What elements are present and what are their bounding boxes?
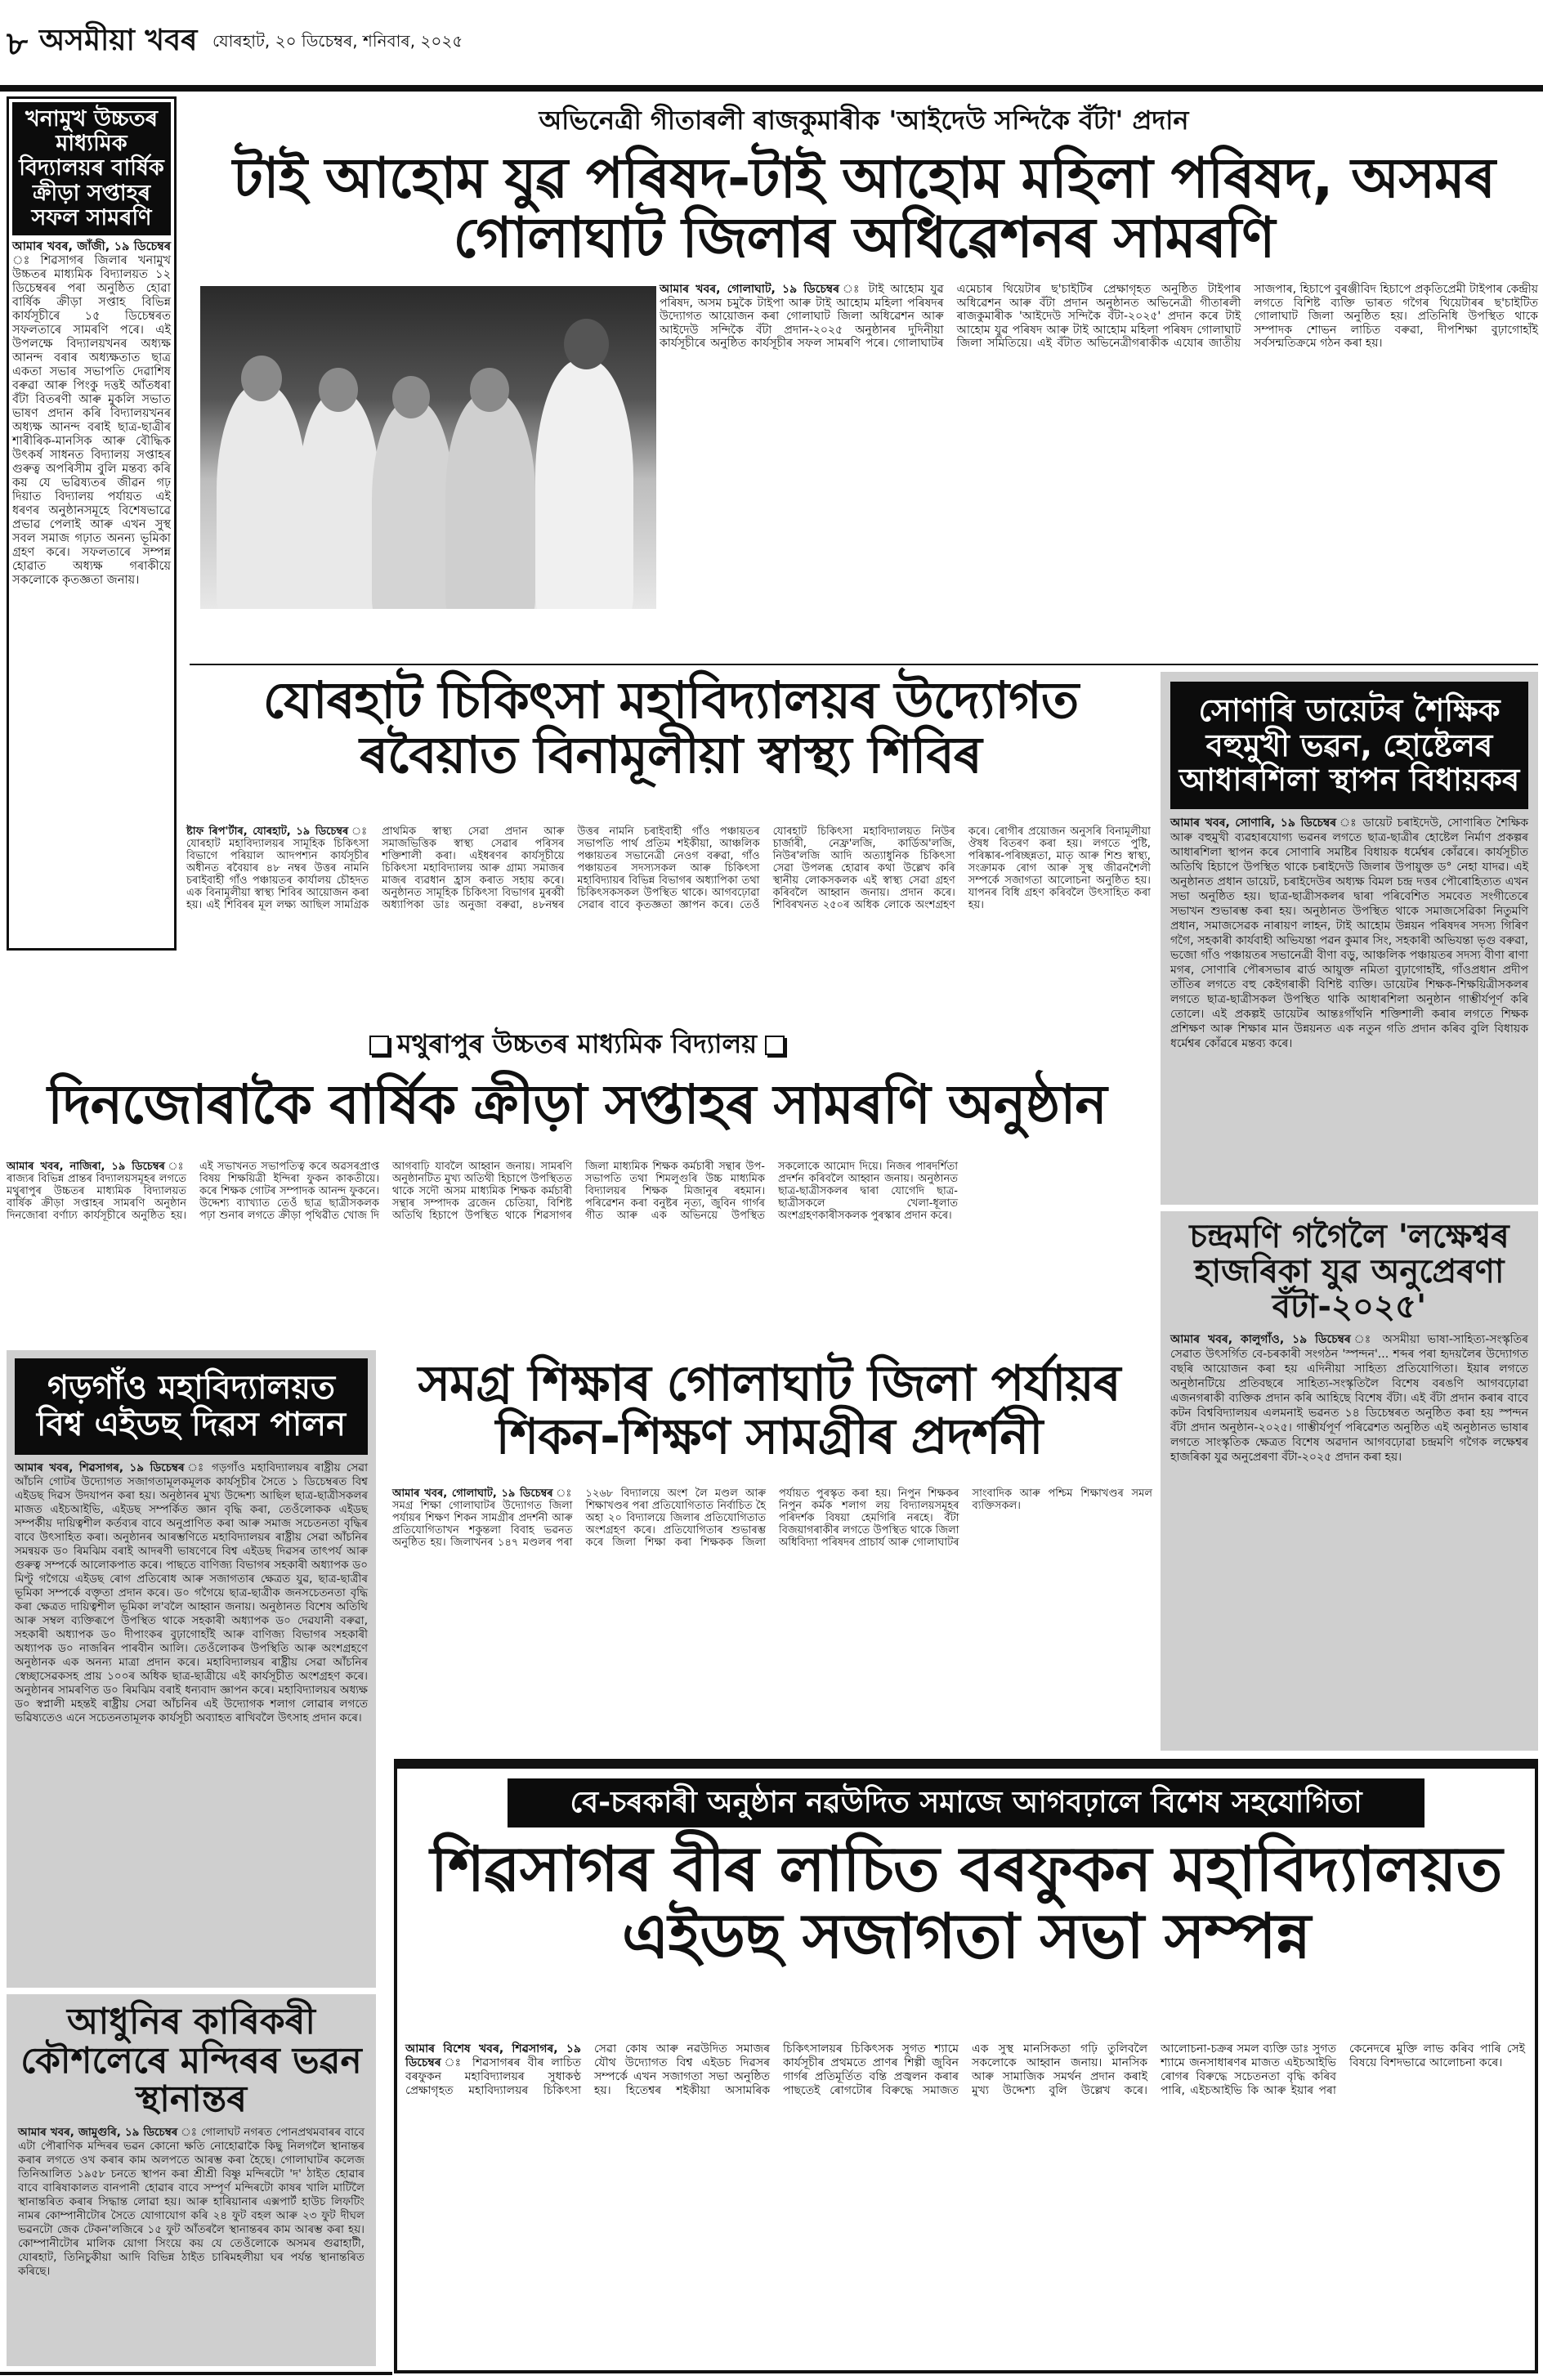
photo-person <box>217 384 306 609</box>
story-headline: শিৱসাগৰ বীৰ লাচিত বৰফুকন মহাবিদ্যালয়ত এইডছ সজাগতা সভা সম্পন্ন <box>430 1832 1502 1973</box>
divider <box>190 664 1538 665</box>
story-text: ঃ শিৱসাগৰৰ বীৰ লাচিত বৰফুকন মহাবিদ্যালয়ৰ সুধাকণ্ঠ প্ৰেক্ষাগৃহত মহাবিদ্যালয়ৰ চিকিৎসা সেৱা কোষ আৰু নৱউদিত সমাজৰ যৌথ উদ্যোগত বিশ্ব এইডচ দিৱসৰ সম্পৰ্কে এখন সজাগতা সভা অনুষ্ঠিত হয়। হিতেশ্বৰ শইকীয়া অসামৰিক চিকিৎসালয়ৰ চিকিৎসক সুগত শ্যামে কাৰ্যসূচীৰ প্ৰথমতে প্ৰাণৰ শিল্পী জুবিন গাৰ্গৰ প্ৰতিমূৰ্তিত বন্তি প্ৰজ্বলন কৰাৰ পাছতেই ৰোগটোৰ বিৰুদ্ধে সমাজত এক সুস্থ মানসিকতা গঢ়ি তুলিবলৈ সকলোকে আহ্বান জনায়। মানসিক আৰু সামাজিক সমৰ্থন প্ৰদান কৰাই মুখ্য উদ্দেশ্য বুলি উল্লেখ কৰে। আলোচনা-চক্ৰৰ সমল ব্যক্তি ডাঃ সুগত শ্যামে জনসাধাৰণৰ মাজত এইচআইভি ৰোগৰ বিৰুদ্ধে সচেতনতা বৃদ্ধি কৰিব পাৰি, এইচআইভি কি আৰু ইয়াৰ পৰা কেনেদৰে মুক্তি লাভ কৰিব পাৰি সেই বিষয়ে বিশদভাৱে আলোচনা কৰে। <box>405 2042 1525 2097</box>
story-kicker <box>0 1023 1154 1067</box>
story-headline: গড়গাঁও মহাবিদ্যালয়ত বিশ্ব এইডছ দিৱস পালন <box>15 1358 368 1455</box>
masthead-rule <box>0 85 1543 92</box>
story-body <box>15 1461 368 1725</box>
story-text: ঃ অসমীয়া ভাষা-সাহিত্য-সংস্কৃতিৰ সেৱাত উৎসৰ্গিত বে-চৰকাৰী সংগঠন 'স্পন্দন'... শব্দৰ পৰা হৃদয়লৈৰ উদ্যোগত বছৰি আয়োজন কৰা হয় এদিনীয়া সাহিত্য প্ৰতিযোগিতা। ইয়াৰ লগতে অনুষ্ঠানটিয়ে প্ৰতিবছৰে সাহিত্য-সংস্কৃতিলৈ বিশেষ বৰঙণি আগবঢ়োৱা এজনগৰাকী ব্যক্তিক প্ৰদান কৰি আহিছে বিশেষ বঁটা। এই বঁটা প্ৰদান কৰাৰ বাবে কটন বিশ্ববিদ্যালয়ৰ এলমনাই ভৱনত ১৪ ডিচেম্বৰত অনুষ্ঠিত কৰা হয় স্পন্দন বঁটা প্ৰদান অনুষ্ঠান-২০২৫। গাম্ভীৰ্যপূৰ্ণ পৰিৱেশত অনুষ্ঠিত এই অনুষ্ঠানত ভাষাৰ লগতে সাংস্কৃতিক ক্ষেত্ৰত বিশেষ অৱদান আগবঢ়োৱা চন্দ্ৰমণি গগৈক লক্ষেশ্বৰ হাজৰিকা যুৱ অনুপ্ৰেৰণা বঁটা-২০২৫ প্ৰদান কৰা হয়। <box>1170 1332 1529 1464</box>
story-headline: সোণাৰি ডায়েটৰ শৈক্ষিক বহুমুখী ভৱন, হোষ্টেলৰ আধাৰশিলা স্থাপন বিধায়কৰ <box>1170 682 1528 809</box>
story-dateline: আমাৰ খবৰ, সোণাৰি, ১৯ ডিচেম্বৰ <box>1170 816 1337 830</box>
story-tai-ahom <box>190 96 1538 660</box>
issue-date: যোৰহাট, ২০ ডিচেম্বৰ, শনিবাৰ, ২০২৫ <box>212 31 463 51</box>
story-headline: চন্দ্ৰমণি গগৈলৈ 'লক্ষেশ্বৰ হাজৰিকা যুৱ অনুপ্ৰেৰণা বঁটা-২০২৫' <box>1189 1218 1509 1326</box>
photo-person-head <box>392 376 430 418</box>
story-headline: আধুনিৰ কাৰিকৰী কৌশলেৰে মন্দিৰৰ ভৱন স্থানান্তৰ <box>20 2001 362 2121</box>
masthead <box>0 0 1543 82</box>
story-text: ঃ শিৱসাগৰ জিলাৰ খনামুখ উচ্চতৰ মাধ্যমিক বিদ্যালয়ত ১২ ডিচেম্বৰৰ পৰা অনুষ্ঠিত হোৱা বাৰ্ষিক ক্ৰীড়া সপ্তাহ বিভিন্ন কাৰ্যসূচীৰে ১৫ ডিচেম্বৰত সফলতাৰে সামৰণি পৰে। এই উপলক্ষে বিদ্যালয়খনৰ অধ্যক্ষ আনন্দ বৰাৰ অধ্যক্ষতাত ছাত্ৰ একতা সভাৰ সভাপতি দেৱাশিষ বৰুৱা আৰু পিংকু দত্তই আঁতধৰা বঁটা বিতৰণী আৰু মুকলি সভাত ভাষণ প্ৰদান কৰি বিদ্যালয়খনৰ অধ্যক্ষ আনন্দ বৰাই ছাত্ৰ-ছাত্ৰীৰ শাৰীৰিক-মানসিক আৰু বৌদ্ধিক উৎকৰ্ষ সাধনত বিদ্যালয় সপ্তাহৰ গুৰুত্ব অপৰিসীম বুলি মন্তব্য কৰি কয় যে ভৱিষ্যতৰ জীৱন গঢ় দিয়াত বিদ্যালয় পৰ্যায়ত এই ধৰণৰ অনুষ্ঠানসমূহে বিশেষভাৱে প্ৰভাৱ পেলাই আৰু এখন সুস্থ সবল সমাজ গঢ়াত অনন্য ভূমিকা গ্ৰহণ কৰে। সফলতাৰে সম্পন্ন হোৱাত অধ্যক্ষ গৰাকীয়ে সকলোকে কৃতজ্ঞতা জনায়। <box>12 254 171 588</box>
story-headline: সমগ্ৰ শিক্ষাৰ গোলাঘাট জিলা পৰ্যায়ৰ শিকন-শিক্ষণ সামগ্ৰীৰ প্ৰদৰ্শনী <box>418 1355 1120 1465</box>
photo-person <box>445 392 535 609</box>
story-text: ঃ গড়গাঁও মহাবিদ্যালয়ৰ ৰাষ্ট্ৰীয় সেৱা আঁচনি গোটৰ উদ্যোগত সজাগতামূলকমূলক কাৰ্যসূচীৰ সৈতে ১ ডিচেম্বৰত বিশ্ব এইডছ দিৱস উদযাপন কৰা হয়। অনুষ্ঠানৰ মুখ্য উদ্দেশ্য আছিল ছাত্ৰ-ছাত্ৰীসকলৰ মাজত এইচআইভি, এইডছ সম্পৰ্কিত জ্ঞান বৃদ্ধি কৰা, তেওঁলোকক এইডছ সম্পৰ্কীয় দায়িত্বশীল কৰ্তব্যৰ বাবে অনুপ্ৰাণিত কৰা আৰু সমাজ সচেতনতা বৃদ্ধিৰ বাবে উৎসাহিত কৰা। অনুষ্ঠানৰ আৰম্ভণিতে মহাবিদ্যালয়ৰ ৰাষ্ট্ৰীয় সেৱা আঁচনিৰ সমন্বয়ক ড০ ৰিমঝিম বৰাই আদৰণী ভাষণেৰে বিশ্ব এইডছ দিৱসৰ তাৎপৰ্য আৰু গুৰুত্ব সম্পৰ্কে আলোকপাত কৰে। পাছতে বাণিজ্য বিভাগৰ সহকাৰী অধ্যাপক ড০ মিণ্টু গগৈয়ে এইডছ ৰোগ প্ৰতিৰোধ আৰু সজাগতাৰ ক্ষেত্ৰত যুৱ, ছাত্ৰ-ছাত্ৰীৰ ভূমিকা সম্পৰ্কে বক্তৃতা প্ৰদান কৰে। ড০ গগৈয়ে ছাত্ৰ-ছাত্ৰীক জনসচেতনতা বৃদ্ধি কৰা ক্ষেত্ৰত দায়িত্বশীল ভূমিকা ল'বলৈ আহ্বান জনায়। অনুষ্ঠানত বিশেষ অতিথি আৰু সম্বল ব্যক্তিৰূপে উপস্থিত থাকে সহকাৰী অধ্যাপক ড০ দেৱযানী বৰুৱা, সহকাৰী অধ্যাপক ড০ দীপাংকৰ বুঢ়াগোহাঁই আৰু বাণিজ্য বিভাগৰ সহকাৰী অধ্যাপক ড০ নাজৰিন পাৰবীন আলি। তেওঁলোকৰ উপস্থিতি আৰু অংশগ্ৰহণে অনুষ্ঠানক এক অনন্য মাত্ৰা প্ৰদান কৰে। মহাবিদ্যালয়ৰ ৰাষ্ট্ৰীয় সেৱা আঁচনিৰ স্বেচ্ছাসেৱকসহ প্ৰায় ১০০ৰ অধিক ছাত্ৰ-ছাত্ৰীয়ে এই কাৰ্যসূচীত অংশগ্ৰহণ কৰে। অনুষ্ঠানৰ সামৰণিত ড০ ৰিমঝিম বৰাই ধন্যবাদ জ্ঞাপন কৰে। মহাবিদ্যালয়ৰ অধ্যক্ষ ড০ স্বপ্নালী মহন্তই ৰাষ্ট্ৰীয় সেৱা আঁচনিৰ এই উদ্যোগক শলাগ লোৱাৰ লগতে ভৱিষ্যতেও এনে সচেতনতামূলক কাৰ্যসূচী অব্যাহত ৰাখিবলৈ উৎসাহ প্ৰদান কৰে। <box>15 1461 368 1725</box>
story-dateline: আমাৰ খবৰ, জামুগুৰি, ১৯ ডিচেম্বৰ <box>18 2125 178 2139</box>
story-body <box>1170 816 1528 1051</box>
story-headline: যোৰহাট চিকিৎসা মহাবিদ্যালয়ৰ উদ্যোগত ৰবৈয়াত বিনামূলীয়া স্বাস্থ্য শিবিৰ <box>262 670 1079 785</box>
story-dateline: আমাৰ খবৰ, গোলাঘাট, ১৯ ডিচেম্বৰ <box>392 1488 553 1500</box>
event-photo <box>200 286 656 609</box>
story-adhunik <box>7 1994 376 2366</box>
box-bullet-icon <box>765 1036 785 1055</box>
story-text: সমগ্ৰ শিক্ষা গোলাঘাটৰ উদ্যোগত জিলা পৰ্যায়ৰ শিক্ষণ শিকন সামগ্ৰীৰ প্ৰদৰ্শনী আৰু প্ৰতিযোগিতাখন শকুন্তলা বিবাহ ভৱনত অনুষ্ঠিত হয়। জিলাখনৰ ১৪৭ মণ্ডলৰ পৰা ১২৬৮ বিদ্যালয়ে অংশ লৈ মণ্ডল আৰু শিক্ষাখণ্ডৰ পৰা প্ৰতিযোগিতাত নিৰ্বাচিত হৈ অহা ২০ বিদ্যালয়ে জিলাৰ প্ৰতিযোগিতাত অংশগ্ৰহণ কৰে। প্ৰতিযোগিতাৰ শুভাৰম্ভ কৰে জিলা শিক্ষা কৰা শিক্ষকক জিলা পৰ্যায়ত পুৰস্কৃত কৰা হয়। নিপুন শিক্ষকৰ নিপুন কৰ্মক শলাগ লয় বিদ্যালয়সমূহৰ পৰিদৰ্শক বিষয়া হেমগিৰি নৰহে। বঁটা বিজয়াগৰাকীৰ লগতে উপস্থিত থাকে জিলা অধিবিদ্যা পৰিষদৰ প্ৰাচাৰ্য আৰু গোলাঘাটৰ সাংবাদিক আৰু পশ্চিম শিক্ষাখণ্ডৰ সমল ব্যক্তিসকল। <box>392 1488 1152 1549</box>
page-number: ৮ <box>7 25 28 63</box>
photo-person <box>372 400 454 609</box>
story-text: যোৰহাট মহাবিদ্যালয়ৰ সামূহিক চিকিৎসা বিভাগে পৰিয়াল আদপশ্যন কাৰ্যসূচীৰ অধীনত ৰবৈয়াৰ ৪৮ নম্বৰ উত্তৰ নামনি চৰাইবাহী গাঁও পঞ্চায়তৰ কাৰ্যালয় চৌহদত এক বিনামূলীয়া স্বাস্থ্য শিবিৰ আয়োজন কৰা হয়। এই শিবিৰৰ মূল লক্ষ্য আছিল সামগ্ৰিক প্ৰাথমিক স্বাস্থ্য সেৱা প্ৰদান আৰু সমাজভিত্তিক স্বাস্থ্য সেৱাৰ পৰিসৰ শক্তিশালী কৰা। এইধৰণৰ কাৰ্যসূচীয়ে চিকিৎসা মহাবিদ্যালয় আৰু গ্ৰাম্য সমাজৰ মাজৰ ব্যৱধান হ্ৰাস কৰাত সহায় কৰে। অনুষ্ঠানত সামূহিক চিকিৎসা বিভাগৰ মুৰব্বী অধ্যাপিকা ডাঃ অনুজা বৰুৱা, ৪৮নম্বৰ উত্তৰ নামনি চৰাইবাহী গাঁও পঞ্চায়তৰ সভাপতি পাৰ্থ প্ৰতিম শইকীয়া, আঞ্চলিক পঞ্চায়তৰ সভানেত্ৰী নেওগ বৰুৱা, গাঁও পঞ্চায়তৰ সদস্যসকল আৰু চিকিৎসা মহাবিদ্যায়ৰ বিভিন্ন বিভাগৰ অধ্যাপিকা তথা চিকিৎসকসকল উপস্থিত থাকে। আগবঢ়োৱা সেৱাৰ বাবে কৃতজ্ঞতা জ্ঞাপন কৰে। তেওঁ যোৰহাট চিকিৎসা মহাবিদ্যালয়ত নিউৰ চাৰ্জাৰী, নেফ্ৰ'লজি, কাৰ্ডিঅ'লজি, নিউৰ'লজি আদি অত্যাধুনিক চিকিৎসা সেৱা উপলব্ধ হোৱাৰ কথা উল্লেখ কৰি স্থানীয় লোকসকলক এই স্বাস্থ্য সেৱা গ্ৰহণ কৰিবলৈ আহ্বান জনায়। প্ৰদান কৰে। শিবিৰখনত ২৫০ৰ অধিক লোকে অংশগ্ৰহণ কৰে। ৰোগীৰ প্ৰয়োজন অনুসৰি বিনামূলীয়া ঔষধ বিতৰণ কৰা হয়। লগতে পুষ্টি, পৰিষ্কাৰ-পৰিচ্ছন্নতা, মাতৃ আৰু শিশু স্বাস্থ্য, সংক্ৰামক ৰোগ আৰু সুস্থ জীৱনশৈলী সম্পৰ্কে সজাগতা আলোচনা অনুষ্ঠিত হয়। যাপনৰ বিধি গ্ৰহণ কৰিবলৈ উৎসাহিত কৰা হয়। <box>186 825 1151 911</box>
story-headline: খনামুখ উচ্চতৰ মাধ্যমিক বিদ্যালয়ৰ বাৰ্ষিক ক্ৰীড়া সপ্তাহৰ সফল সামৰণি <box>12 102 171 235</box>
story-mathurapur <box>0 1023 1154 1342</box>
story-kicker: বে-চৰকাৰী অনুষ্ঠান নৱউদিত সমাজে আগবঢ়ালে বিশেষ সহযোগিতা <box>508 1778 1424 1828</box>
story-body <box>12 240 171 588</box>
story-body <box>186 825 1151 1009</box>
story-dateline: আমাৰ খবৰ, নাজিৰা, ১৯ ডিচেম্বৰ <box>7 1161 165 1173</box>
story-text: ৰাজ্যৰ বিভিন্ন প্ৰান্তৰ বিদ্যালয়সমূহৰ লগতে মথুৰাপুৰ উচ্চতৰ মাধ্যমিক বিদ্যালয়ত বাৰ্ষিক ক্ৰীড়া সপ্তাহৰ সামৰণি অনুষ্ঠান দিনজোৰা বৰ্ণাঢ্য কাৰ্যসূচীৰে অনুষ্ঠিত হয়। এই সভাখনত সভাপতিত্ব কৰে অৱসৰপ্ৰাপ্ত বিষয় শিক্ষয়িত্ৰী ইন্দিৰা ফুকন কাকতীয়ে। কৰে শিক্ষক গোটৰ সম্পাদক আনন্দ ফুকনে। উদ্দেশ্য ব্যাখ্যাত তেওঁ ছাত্ৰ ছাত্ৰীসকলক পঢ়া শুনাৰ লগতে ক্ৰীড়া পৃথিৱীত খোজ দি আগবাঢ়ি যাবলৈ আহ্বান জনায়। সামৰণি অনুষ্ঠানটিত মুখ্য অতিথী হিচাপে উপস্থিতত থাকে সদৌ অসম মাধ্যমিক শিক্ষক কৰ্মচাৰী সন্থাৰ সম্পাদক ব্ৰজেন চেতিয়া, বিশিষ্ট অতিথি হিচাপে উপস্থিত থাকে শিৱসাগৰ জিলা মাধ্যমিক শিক্ষক কৰ্মচাৰী সন্থাৰ উপ-সভাপতি তথা শিমলুগুৰি উচ্চ মাধ্যমিক বিদ্যালয়ৰ শিক্ষক মিজানুৰ ৰহমান। পৰিৱেশন কৰা বনুষ্টৰ নৃত্য, জুবিন গাৰ্গৰ গীত আৰু এক অভিনয়ে উপস্থিত সকলোকে আমোদ দিয়ে। নিজৰ পাৰদৰ্শিতা প্ৰদৰ্শন কৰিবলৈ আহ্বান জনায়। অনুষ্ঠানত ছাত্ৰ-ছাত্ৰীসকলৰ দ্বাৰা যোগেদি ছাত্ৰ-ছাত্ৰীসকলে খেলা-ধূলাত অংশগ্ৰহণকাৰীসকলক পুৰস্কাৰ প্ৰদান কৰে। <box>7 1161 958 1222</box>
story-headline: দিনজোৰাকৈ বাৰ্ষিক ক্ৰীড়া সপ্তাহৰ সামৰণি অনুষ্ঠান <box>47 1073 1107 1136</box>
story-dateline: আমাৰ খবৰ, জাঁজী, ১৯ ডিচেম্বৰ <box>12 240 171 254</box>
story-text: ঃ গোলাঘট নগৰত পোনপ্ৰথমবাৰৰ বাবে এটা পৌৰাণিক মন্দিৰৰ ভৱন কোনো ক্ষতি নোহোৱাকৈ কিছু নিলগলৈ স্থানান্তৰ কৰাৰ লগতে ওখ কৰাৰ কাম অলপতে আৰম্ভ কৰা হৈছে। গোলাঘাটৰ কলেজ তিনিআলিত ১৯৫৮ চনতে স্থাপন কৰা শ্ৰীশ্ৰী বিষ্ণু মন্দিৰটো 'দ' ঠাইত হোৱাৰ বাবে বাৰিষাকালত বানপানী হোৱাৰ বাবে সম্পূৰ্ণ মন্দিৰটো কাষৰ খালি মাটিলৈ স্থানান্তৰিত কৰাৰ সিদ্ধান্ত লোৱা হয়। আৰু হাৰিয়ানাৰ এক্সপাৰ্ট হাউচ লিফটিং নামৰ কোম্পানীটোৰ সৈতে যোগাযোগ কৰি ২৪ ফুট বহল আৰু ২৩ ফুট দীঘল ভৱনটো জেক টেকন'লজিৰে ১৫ ফুট আঁতৰলৈ স্থানান্তৰৰ কাম আৰম্ভ কৰা হয়। কোম্পানীটোৰ মালিক য়োগা সিংয়ে কয় যে তেওঁলোকে অসমৰ গুৱাহাটী, যোৰহাট, তিনিচুকীয়া আদি বিভিন্ন ঠাইত চাৰিমহলীয়া ঘৰ পৰ্যন্ত স্থানান্তৰিত কৰিছে। <box>18 2125 365 2278</box>
bottom-rule <box>0 2372 392 2375</box>
photo-person-head <box>241 356 282 401</box>
newspaper-name: অসমীয়া খবৰ <box>39 24 198 57</box>
story-text: ঃ টাই আহোম যুৱ পৰিষদ, অসম চমুকৈ টাইপা আৰু টাই আহোম মহিলা পৰিষদৰ উদ্যোগত আয়োজন কৰা গোলাঘাট জিলা অধিৱেশন আৰু আইদেউ সন্দিকৈ বঁটা প্ৰদান-২০২৫ অনুষ্ঠানৰ দুদিনীয়া কাৰ্যসূচীৰে অনুষ্ঠিত কাৰ্যসূচীৰ সফল সামৰণি পৰে। গোলাঘাটৰ এমেচাৰ থিয়েটাৰ ছ'চাইটিৰ প্ৰেক্ষাগৃহত অনুষ্ঠিত টাইপাৰ অধিৱেশন আৰু বঁটা প্ৰদান অনুষ্ঠানত অভিনেত্ৰী গীতাৰলী ৰাজকুমাৰীক 'আইদেউ সন্দিকৈ বঁটা-২০২৫' প্ৰদান কৰে টাই আহোম যুৱ পৰিষদ আৰু টাই আহোম মহিলা পৰিষদ গোলাঘাট জিলা সমিতিয়ে। এই বঁটাত অভিনেত্ৰীগৰাকীক এযোৰ জাতীয় সাজপাৰ, হিচাপে বুৰঞ্জীবিদ হিচাপে প্ৰকৃতিপ্ৰেমী টাইপাৰ কেন্দ্ৰীয় লগতে বিশিষ্ট ব্যক্তি ভাৰত গগৈৰ থিয়েটাৰৰ ছ'চাইটিত গোলাঘাট জিলা অনুষ্ঠিত হয়। প্ৰতিনিধি উপস্থিত থাকে সম্পাদক শোভন লাচিত বৰুৱা, দীপশিক্ষা বুঢ়াগোহাঁই সৰ্বসন্মতিক্ৰমে গঠন কৰা হয়। <box>660 283 1538 350</box>
story-sonari <box>1161 672 1538 1205</box>
story-sivasagar <box>394 1759 1538 2373</box>
photo-person <box>535 360 633 609</box>
story-dateline: আমাৰ বিশেষ খবৰ, শিৱসাগৰ, ১৯ ডিচেম্বৰ <box>405 2042 581 2069</box>
story-dateline: আমাৰ খবৰ, কালুগাঁও, ১৯ ডিচেম্বৰ <box>1170 1332 1351 1346</box>
story-body <box>1170 1332 1528 1465</box>
story-kicker: অভিনেত্ৰী গীতাৰলী ৰাজকুমাৰীক 'আইদেউ সন্দিকৈ বঁটা' প্ৰদান <box>539 105 1189 136</box>
story-text: ঃ ডায়েট চৰাইদেউ, সোণাৰিত শৈক্ষিক আৰু বহুমুখী ব্যৱহাৰযোগ্য ভৱনৰ লগতে ছাত্ৰ-ছাত্ৰীৰ হোষ্টেল নিৰ্মাণ প্ৰকল্পৰ আধাৰশিলা স্থাপন কৰে সোণাৰি সমষ্টিৰ বিধায়ক ধৰ্মেশ্বৰ কোঁৱৰে। কাৰ্যসূচীত অতিথি হিচাপে উপস্থিত থাকে চৰাইদেউ জিলাৰ উপায়ুক্ত ড° নেহা যাদৱ। এই অনুষ্ঠানত প্ৰধান ডায়েট, চৰাইদেউৰ অধ্যক্ষ বিমল চন্দ্ৰ দত্তৰ পৌৰোহিত্যত এখন সভা অনুষ্ঠিত হয়। ছাত্ৰ-ছাত্ৰীসকলৰ দ্বাৰা পৰিবেশিত সমবেত সংগীতেৰে সভাখন শুভাৰম্ভ কৰা হয়। অনুষ্ঠানত উপস্থিত থাকে সমাজসেৱিকা নিতুমণি প্ৰধান, সমাজসেৱক নাৰায়ণ লাহন, টাই আহোম উন্নয়ন পৰিষদৰ সদস্য গিৰিণ গগৈ, সহকাৰী কাৰ্যবাহী অভিযন্তা পৱন কুমাৰ সিং, সহকাৰী অভিযন্তা ভৃগু বৰুৱা, ভজো গাঁও পঞ্চায়তৰ সভানেত্ৰী বীণা বড়ু, আঞ্চলিক পঞ্চায়তৰ সদস্য বীণা ৰাণা মগৰ, সোণাৰি পৌৰসভাৰ ৱাৰ্ড আয়ুক্ত নমিতা বুঢ়াগোহাঁই, গাঁওপ্ৰধান প্ৰদীপ তাঁতিৰ লগতে বহু কেইগৰাকী বিশিষ্ট ব্যক্তি। ডায়েটৰ শিক্ষক-শিক্ষয়িত্ৰীসকলৰ লগতে ছাত্ৰ-ছাত্ৰীসকল উপস্থিত থাকি আধাৰশিলা অনুষ্ঠান গাম্ভীৰ্যপূৰ্ণ কৰি তোলে। এই প্ৰকল্পই ডায়েটৰ আন্তঃগাঁথনি শক্তিশালী কৰাৰ লগতে শিক্ষক প্ৰশিক্ষণ আৰু শিক্ষাৰ মান উন্নয়নত এক নতুন গতি প্ৰদান কৰিব বুলি বিধায়ক ধৰ্মেশ্বৰ কোঁৱৰে মন্তব্য কৰে। <box>1170 816 1528 1050</box>
story-dateline: আমাৰ খবৰ, শিৱসাগৰ, ১৯ ডিচেম্বৰ <box>15 1461 185 1474</box>
story-body <box>392 1488 1152 1749</box>
story-health-camp <box>186 670 1155 1013</box>
box-bullet-icon <box>369 1036 389 1055</box>
story-khanamukh <box>7 96 177 951</box>
story-headline: টাই আহোম যুৱ পৰিষদ-টাই আহোম মহিলা পৰিষদ, অসমৰ গোলাঘাট জিলাৰ অধিৱেশনৰ সামৰণি <box>232 146 1496 271</box>
story-gargaon <box>7 1350 376 1988</box>
kicker-text: মথুৰাপুৰ উচ্চতৰ মাধ্যমিক বিদ্যালয় <box>396 1028 758 1059</box>
photo-person-head <box>470 368 509 412</box>
photo-person-head <box>319 368 358 412</box>
story-dateline: আমাৰ খবৰ, গোলাঘাট, ১৯ ডিচেম্বৰ <box>660 283 840 296</box>
story-body <box>7 1161 1151 1336</box>
story-samagra <box>384 1353 1154 1753</box>
story-dateline: ষ্টাফ ৰিপ'ৰ্টাৰ, যোৰহাট, ১৯ ডিচেম্বৰ <box>186 825 349 838</box>
photo-person-head <box>564 319 609 369</box>
story-body <box>18 2126 365 2279</box>
story-body <box>405 2042 1525 2369</box>
story-body <box>660 283 1538 655</box>
story-chandramoni <box>1161 1211 1538 1751</box>
photo-person <box>298 392 380 609</box>
